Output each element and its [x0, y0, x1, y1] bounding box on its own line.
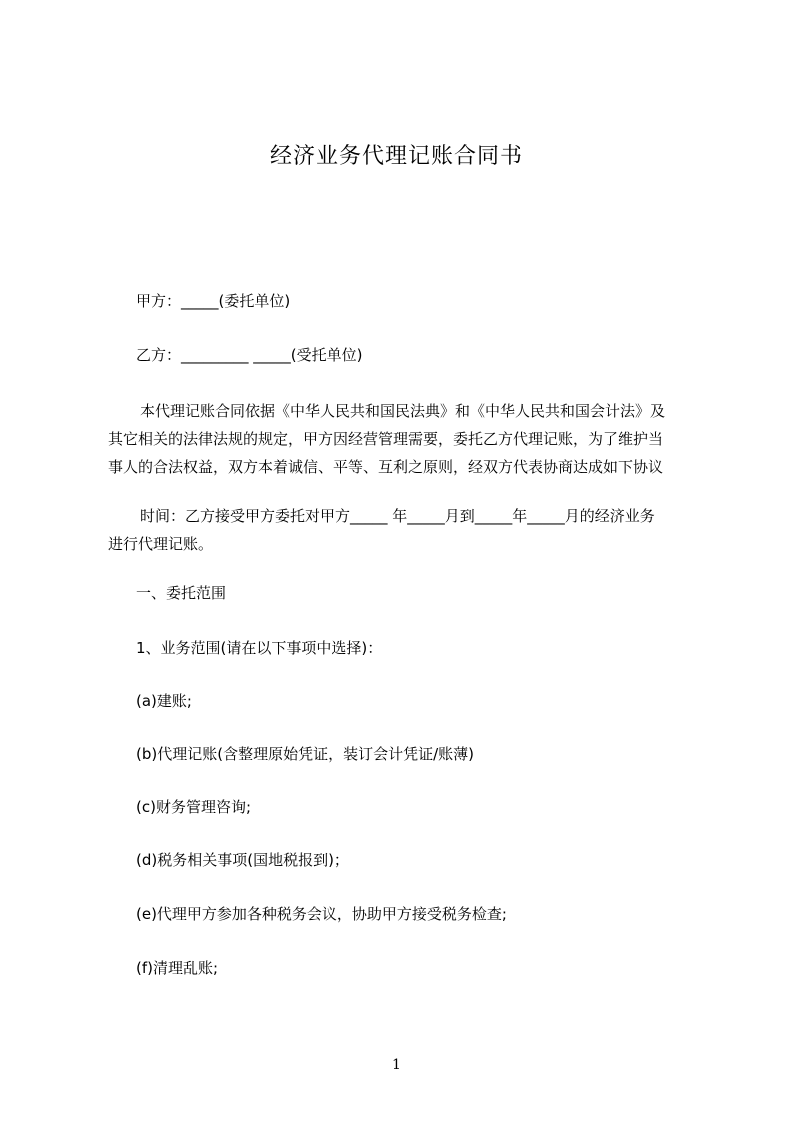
page-number: 1 — [392, 1057, 401, 1073]
list-item: (d)税务相关事项(国地税报到)； — [136, 851, 349, 869]
list-item: (c)财务管理咨询; — [136, 798, 252, 816]
party-a-line: 甲方：_____(委托单位) — [136, 292, 291, 310]
preamble-line: 本代理记账合同依据《中华人民共和国民法典》和《中华人民共和国会计法》及 — [140, 402, 666, 420]
list-item: (f)清理乱账; — [136, 959, 219, 977]
time-line: 进行代理记账。 — [108, 535, 214, 553]
preamble-paragraph — [108, 397, 666, 481]
document-title: 经济业务代理记账合同书 — [269, 144, 523, 169]
list-item: (e)代理甲方参加各种税务会议，协助甲方接受税务检查; — [136, 905, 507, 923]
preamble-line: 事人的合法权益，双方本着诚信、平等、互利之原则，经双方代表协商达成如下协议 — [108, 458, 664, 476]
party-b-line: 乙方：_________ _____(受托单位) — [136, 346, 363, 364]
section-heading: 一、委托范围 — [136, 584, 227, 602]
time-paragraph — [108, 502, 655, 558]
preamble-line: 其它相关的法律法规的规定，甲方因经营管理需要，委托乙方代理记账，为了维护当 — [108, 430, 664, 448]
time-line: 时间：乙方接受甲方委托对甲方_____ 年_____月到_____年_____月的经济业务 — [140, 507, 655, 525]
list-item: (a)建账; — [136, 692, 192, 710]
list-item: (b)代理记账(含整理原始凭证，装订会计凭证/账薄) — [136, 745, 474, 763]
scope-item-heading: 1、业务范围(请在以下事项中选择)： — [136, 639, 383, 657]
